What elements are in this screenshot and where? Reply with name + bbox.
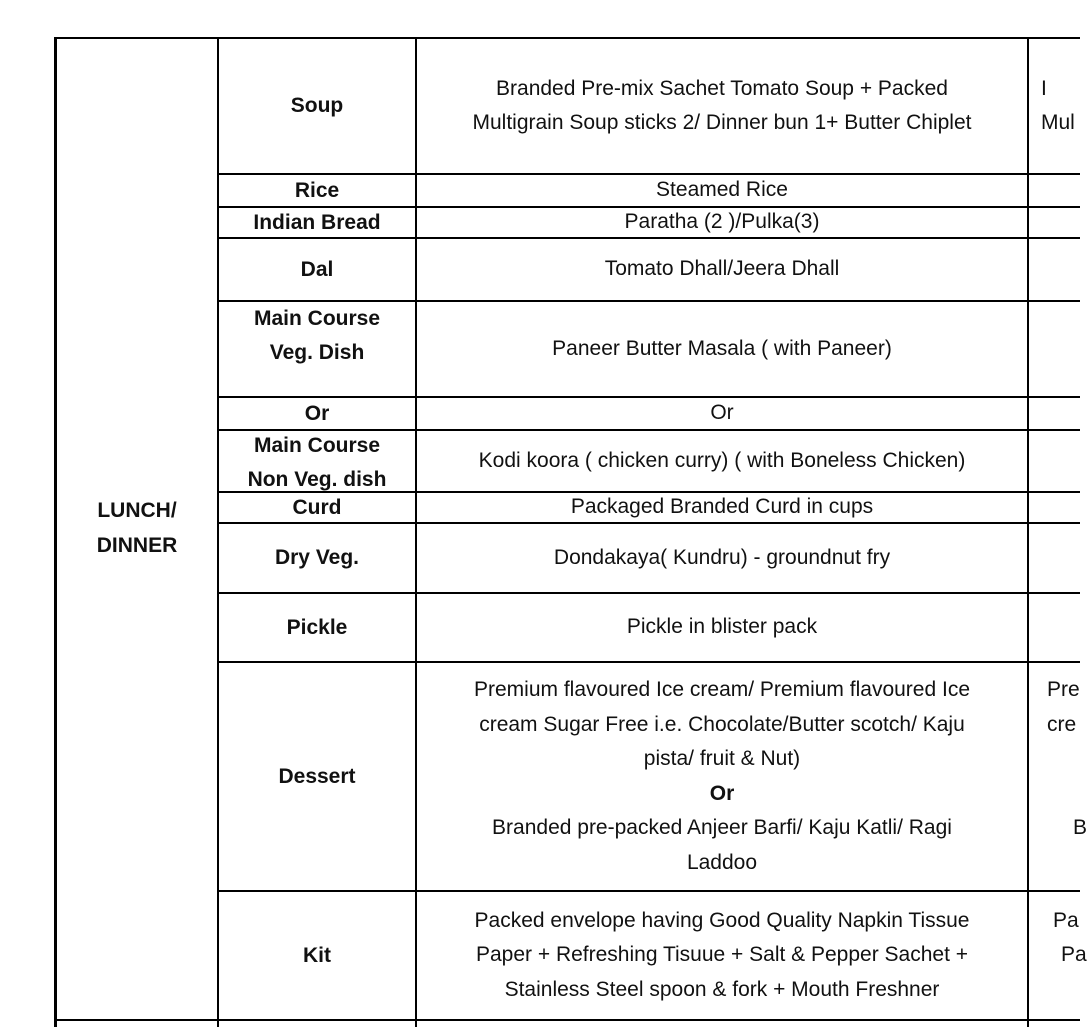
- row-label-text: Pickle: [286, 615, 348, 639]
- description-line: Paper + Refreshing Tisuue + Salt & Pepper Sachet +: [475, 943, 969, 967]
- table-cell-description: [417, 208, 1027, 237]
- description-line: cream Sugar Free i.e. Chocolate/Butter scotch/ Kaju: [479, 712, 965, 736]
- description-line: Laddoo: [686, 850, 758, 874]
- description-line-or: Or: [709, 781, 735, 805]
- description-line: Kodi koora ( chicken curry) ( with Boneless Chicken): [478, 448, 966, 472]
- row-label-text: Soup: [290, 94, 344, 117]
- description-line: Or: [710, 401, 734, 425]
- table-cell-description: [417, 594, 1027, 661]
- table-row-label: [219, 239, 415, 300]
- meal-type-label: [57, 493, 217, 563]
- row-label-text: Kit: [303, 943, 331, 967]
- table-cell-next-column: [1029, 663, 1087, 890]
- description-line: Packaged Branded Curd in cups: [570, 495, 874, 519]
- row-label-text: Veg. Dish: [269, 341, 365, 364]
- table-cell-description: [417, 398, 1027, 429]
- table-cell-next-column: [1029, 892, 1087, 1019]
- table-row-label: [219, 524, 415, 592]
- table-cell-description: [417, 663, 1027, 890]
- meal-type-line: DINNER: [96, 534, 178, 557]
- description-line: Paratha (2 )/Pulka(3): [624, 210, 820, 234]
- table-row-label: [219, 663, 415, 890]
- table-row-label: [219, 39, 415, 173]
- description-line: Multigrain Soup sticks 2/ Dinner bun 1+ Butter Chiplet: [472, 111, 972, 134]
- row-label-text: Dry Veg.: [274, 546, 360, 569]
- next-column-text: Mul: [1041, 111, 1075, 134]
- description-line: Packed envelope having Good Quality Napkin Tissue: [474, 908, 970, 932]
- row-label-text: Rice: [294, 178, 340, 202]
- table-cell-description: [417, 431, 1027, 491]
- row-label-text: Non Veg. dish: [247, 468, 387, 491]
- description-line: Paneer Butter Masala ( with Paneer): [552, 336, 892, 360]
- description-line: Stainless Steel spoon & fork + Mouth Freshner: [504, 977, 940, 1001]
- table-cell-description: [417, 39, 1027, 173]
- description-line: Pickle in blister pack: [626, 615, 818, 639]
- description-line: Steamed Rice: [656, 178, 788, 202]
- table-row-label: [219, 208, 415, 237]
- table-cell-description: [417, 892, 1027, 1019]
- description-line: Dondakaya( Kundru) - groundnut fry: [553, 545, 891, 569]
- next-column-text: Pa: [1053, 908, 1079, 932]
- next-column-text: cre: [1047, 712, 1077, 736]
- row-label-text: Indian Bread: [253, 210, 381, 234]
- row-label-text: Main Course: [253, 307, 381, 330]
- table-cell-description: [417, 239, 1027, 300]
- row-label-text: Dessert: [278, 764, 356, 788]
- description-line: Branded pre-packed Anjeer Barfi/ Kaju Katli/ Ragi: [492, 816, 952, 839]
- description-line: pista/ fruit & Nut): [643, 747, 801, 770]
- next-column-text: B: [1073, 816, 1087, 839]
- table-row-label: [219, 493, 415, 522]
- row-label-text: Or: [304, 401, 330, 425]
- table-cell-description: [417, 175, 1027, 206]
- next-column-text: Pa: [1061, 943, 1087, 967]
- table-row-label: [219, 892, 415, 1019]
- table-row-label: [219, 302, 415, 396]
- table-cell-next-column: [1029, 39, 1080, 173]
- row-label-text: Curd: [292, 495, 342, 519]
- meal-type-line: LUNCH/: [97, 499, 177, 522]
- table-cell-description: [417, 302, 1027, 396]
- description-line: Branded Pre-mix Sachet Tomato Soup + Packed: [496, 76, 948, 100]
- table-cell-description: [417, 524, 1027, 592]
- next-column-text: I: [1041, 76, 1047, 100]
- row-label-text: Main Course: [253, 434, 381, 457]
- row-label-text: Dal: [300, 257, 334, 281]
- description-line: Premium flavoured Ice cream/ Premium flavoured Ice: [473, 678, 970, 701]
- next-column-text: Pre: [1047, 678, 1080, 701]
- description-line: Tomato Dhall/Jeera Dhall: [604, 257, 840, 281]
- table-row-label: [219, 175, 415, 206]
- table-cell-description: [417, 493, 1027, 522]
- table-row-label: [219, 431, 415, 491]
- table-row-label: [219, 594, 415, 661]
- table-row-label: [219, 398, 415, 429]
- table-bottom-border: [54, 1019, 1080, 1021]
